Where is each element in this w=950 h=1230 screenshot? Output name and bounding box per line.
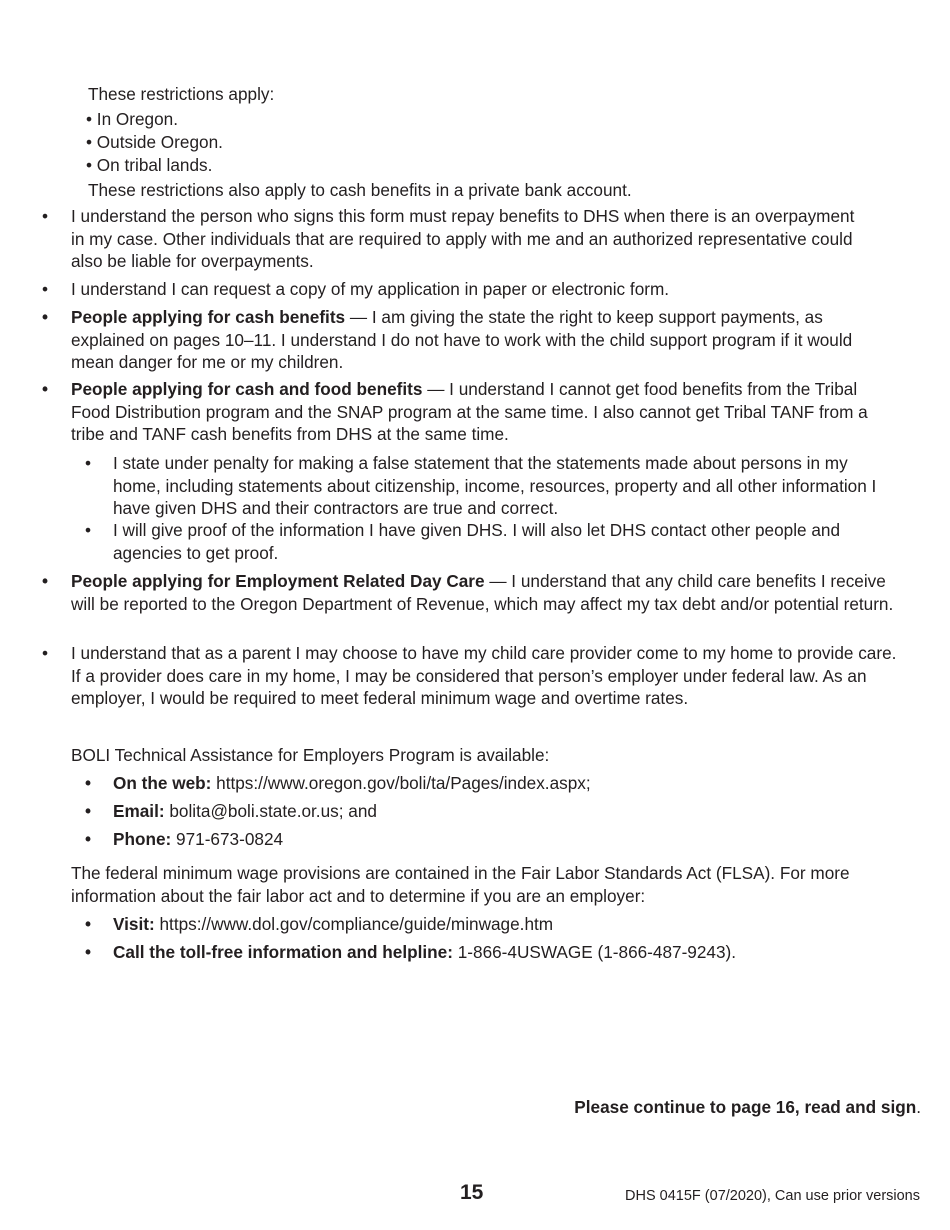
boli-intro: BOLI Technical Assistance for Employers Program is available: bbox=[71, 745, 550, 765]
flsa-call-value: 1-866-4USWAGE (1-866-487-9243). bbox=[452, 942, 737, 962]
bullet-cash-food-text: — I understand I cannot get food benefits from the Tribal Food Distribution program and the SNAP program at the same time. I also cannot get Tribal TANF from a tribe and TANF cash benefits from DHS at the same time. bbox=[71, 379, 868, 444]
restriction-item-text: In Oregon. bbox=[96, 109, 179, 129]
continue-note-period: . bbox=[916, 1097, 921, 1117]
flsa-visit-label: Visit: bbox=[113, 914, 155, 934]
restriction-item: • In Oregon. bbox=[86, 109, 179, 129]
boli-web-label: On the web: bbox=[113, 773, 212, 793]
bullet-dot: • bbox=[84, 942, 92, 962]
continue-note-text: Please continue to page 16, read and sign bbox=[574, 1097, 917, 1117]
boli-phone-label: Phone: bbox=[113, 829, 172, 849]
bullet-dot: • bbox=[41, 379, 49, 399]
bullet-cash-food bbox=[71, 378, 883, 446]
bullet-provider-text: I understand that as a parent I may choose to have my child care provider come to my home to provide care. If a provider does care in my home, I may be considered that person’s employer under federal law. As an employer, I would be required to meet federal minimum wage and overtime rates. bbox=[71, 643, 897, 708]
bullet-dot: • bbox=[41, 307, 49, 327]
restrictions-outro: These restrictions also apply to cash benefits in a private bank account. bbox=[88, 180, 632, 200]
sub-bullet-dot: • bbox=[84, 453, 92, 473]
bullet-dot: • bbox=[41, 643, 49, 663]
bullet-erdc bbox=[71, 570, 907, 615]
flsa-call bbox=[113, 941, 736, 964]
continue-note bbox=[574, 1096, 921, 1119]
boli-web-value[interactable]: https://www.oregon.gov/boli/ta/Pages/index.aspx; bbox=[211, 773, 591, 793]
boli-email-value[interactable]: bolita@boli.state.or.us; and bbox=[164, 801, 377, 821]
bullet-cash bbox=[71, 306, 897, 374]
bullet-dot: • bbox=[41, 206, 49, 226]
bullet-erdc-heading: People applying for Employment Related Day Care bbox=[71, 571, 485, 591]
flsa-visit bbox=[113, 913, 553, 936]
bullet-repay-text: I understand the person who signs this form must repay benefits to DHS when there is an overpayment in my case. Other individuals that are required to apply with me and an authorized representative could also be liable for overpayments. bbox=[71, 206, 855, 271]
boli-phone-value: 971-673-0824 bbox=[171, 829, 284, 849]
flsa-text: The federal minimum wage provisions are contained in the Fair Labor Standards Act (FLSA). For more information about the fair labor act and to determine if you are an employer: bbox=[71, 863, 850, 906]
restrictions-intro: These restrictions apply: bbox=[88, 84, 275, 104]
bullet-cash-heading: People applying for cash benefits bbox=[71, 307, 346, 327]
bullet-dot: • bbox=[41, 279, 49, 299]
bullet-dot: • bbox=[84, 801, 92, 821]
bullet-cash-food-heading: People applying for cash and food benefits bbox=[71, 379, 423, 399]
boli-email bbox=[113, 800, 377, 823]
restriction-item: • On tribal lands. bbox=[86, 155, 213, 175]
restriction-item-text: On tribal lands. bbox=[96, 155, 213, 175]
bullet-copy-text: I understand I can request a copy of my application in paper or electronic form. bbox=[71, 279, 670, 299]
sub-bullet-penalty-text: I state under penalty for making a false statement that the statements made about persons in my home, including statements about citizenship, income, resources, property and all other information I have given DHS and their contractors are true and correct. bbox=[113, 453, 877, 518]
bullet-dot: • bbox=[41, 571, 49, 591]
bullet-erdc-text: — I understand that any child care benefits I receive will be reported to the Oregon Department of Revenue, which may affect my tax debt and/or potential return. bbox=[71, 571, 894, 614]
form-id: DHS 0415F (07/2020), Can use prior versions bbox=[625, 1188, 920, 1204]
boli-phone bbox=[113, 828, 283, 851]
bullet-dot: • bbox=[84, 914, 92, 934]
bullet-dot: • bbox=[84, 829, 92, 849]
page-number: 15 bbox=[460, 1181, 484, 1204]
flsa-call-label: Call the toll-free information and helpline: bbox=[113, 942, 453, 962]
sub-bullet-dot: • bbox=[84, 520, 92, 540]
bullet-dot: • bbox=[84, 773, 92, 793]
flsa-visit-value[interactable]: https://www.dol.gov/compliance/guide/minwage.htm bbox=[154, 914, 554, 934]
sub-bullet-proof-text: I will give proof of the information I have given DHS. I will also let DHS contact other people and agencies to get proof. bbox=[113, 520, 841, 563]
restriction-item: • Outside Oregon. bbox=[86, 132, 223, 152]
boli-email-label: Email: bbox=[113, 801, 165, 821]
boli-web bbox=[113, 772, 591, 795]
bullet-cash-text: — I am giving the state the right to keep support payments, as explained on pages 10–11. I understand I do not have to work with the child support program if it would mean danger for me or my children. bbox=[71, 307, 853, 372]
restriction-item-text: Outside Oregon. bbox=[96, 132, 223, 152]
